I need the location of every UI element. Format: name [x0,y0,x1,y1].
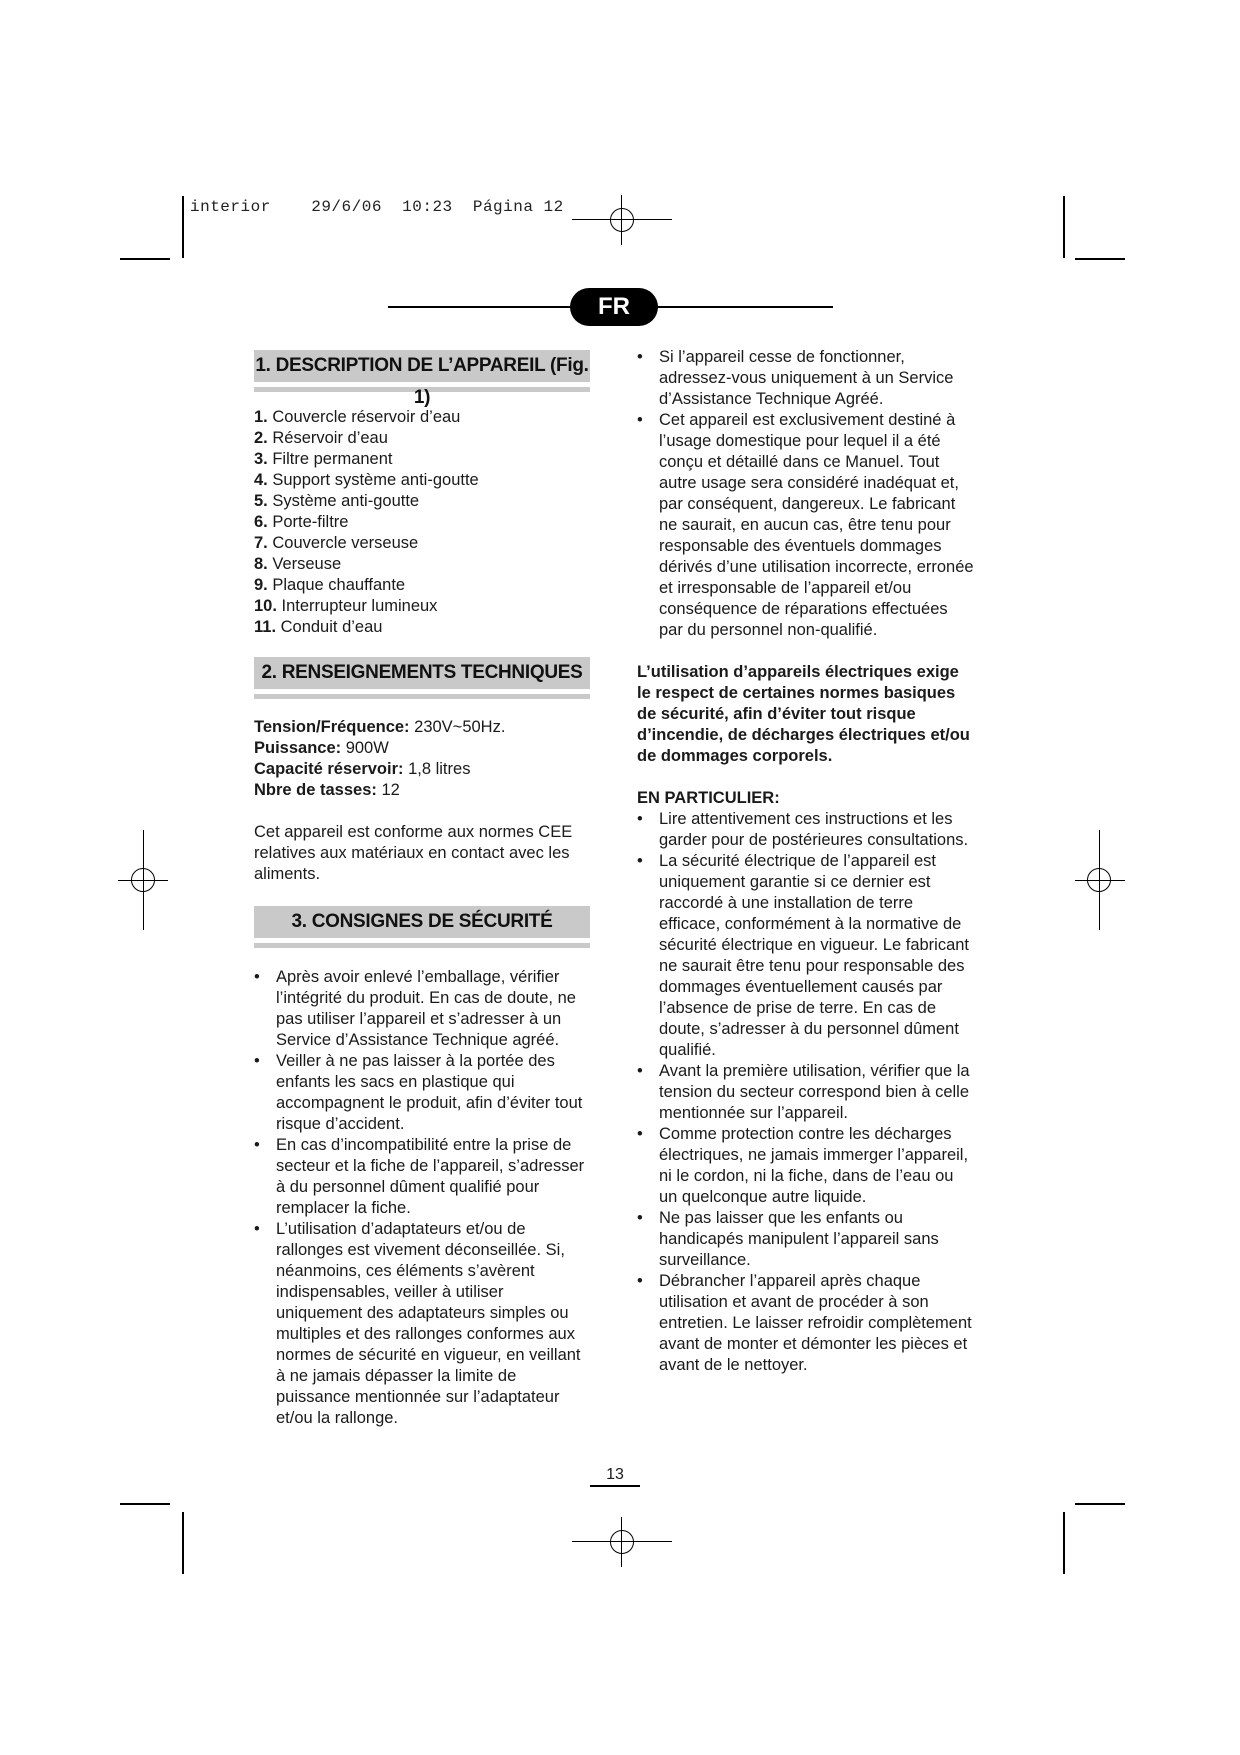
list-item: • Veiller à ne pas laisser à la portée des enfants les sacs en plastique qui accompagnent le produit, afin d’éviter tout risque d’accident. [254,1051,590,1135]
crop-mark-bottom-right-vertical [1063,1512,1065,1574]
spec-row: Nbre de tasses: 12 [254,781,400,799]
spec-row: Tension/Fréquence: 230V~50Hz. [254,718,506,736]
list-item: 5. Système anti-goutte [254,492,420,510]
list-item: • Débrancher l’appareil après chaque utilisation et avant de procéder à son entretien. Le laisser refroidir complètement avant de monter et démonter les pièces et avant de le nettoyer. [637,1271,975,1376]
list-item: 6. Porte-filtre [254,513,349,531]
spec-row: Capacité réservoir: 1,8 litres [254,760,471,778]
list-item: 4. Support système anti-goutte [254,471,479,489]
crop-mark-bottom-right-horizontal [1075,1503,1125,1505]
list-item: • Lire attentivement ces instructions et les garder pour de postérieures consultations. [637,809,975,851]
right-column [637,347,975,1376]
list-item: • La sécurité électrique de l’appareil est uniquement garantie si ce dernier est raccordé à une installation de terre efficace, conformément à la normative de sécurité électrique en vigueur. Le fabricant ne saurait être tenu pour responsable des dommages éventuellement causés par l’absence de prise de terre. En cas de doute, s’adresser à du personnel dûment qualifié. [637,851,975,1061]
safety-warning: L’utilisation d’appareils électriques exige le respect de certaines normes basiques de sécurité, afin d’éviter tout risque d’incendie, de décharges électriques et/ou de dommages corporels. [637,663,970,765]
list-item: • L’utilisation d’adaptateurs et/ou de rallonges est vivement déconseillée. Si, néanmoins, ces éléments s’avèrent indispensables, veiller à utiliser uniquement des adaptateurs simples ou multiples et des rallonges conformes aux normes de sécurité en vigueur, en veillant à ne jamais dépasser la limite de puissance mentionnée sur l’adaptateur et/ou la rallonge. [254,1219,590,1429]
list-item: 8. Verseuse [254,555,342,573]
language-rule-left [388,306,578,308]
list-item: 2. Réservoir d’eau [254,429,388,447]
section-1-title: 1. DESCRIPTION DE L’APPAREIL (Fig. 1) [255,355,589,408]
crop-mark-top-right-vertical [1063,196,1065,258]
parts-list [254,407,590,638]
list-item: • Après avoir enlevé l’emballage, vérifier l’intégrité du produit. En cas de doute, ne pas utiliser l’appareil et s’adresser à un Service d’Assistance Technique agréé. [254,967,590,1051]
list-item: • Cet appareil est exclusivement destiné à l’usage domestique pour lequel il a été conçu et détaillé dans ce Manuel. Tout autre usage sera considéré inadéquat et, par conséquent, dangereux. Le fabricant ne saurait, en aucun cas, être tenu pour responsable des éventuels dommages dérivés d’une utilisation incorrecte, erronée et irresponsable de l’appareil et/ou conséquence de réparations effectuées par du personnel non-qualifié. [637,410,975,641]
section-2-title: 2. RENSEIGNEMENTS TECHNIQUES [261,662,583,683]
particular-heading: EN PARTICULIER: [637,789,780,807]
crop-mark-top-right-horizontal [1075,258,1125,260]
language-rule-right [650,306,833,308]
list-item: 11. Conduit d’eau [254,618,383,636]
left-column [254,350,590,1429]
list-item: • Si l’appareil cesse de fonctionner, adressez-vous uniquement à un Service d’Assistance Technique Agréé. [637,347,975,410]
crop-mark-top-left-vertical [182,196,184,258]
section-1-heading [254,350,590,408]
safety-bullets-left [254,967,590,1429]
list-item: 7. Couvercle verseuse [254,534,419,552]
section-3-title: 3. CONSIGNES DE SÉCURITÉ [291,911,553,932]
safety-bullets-right-top [637,347,975,641]
list-item: 10. Interrupteur lumineux [254,597,438,615]
conformity-statement: Cet appareil est conforme aux normes CEE relatives aux matériaux en contact avec les aliments. [254,823,573,883]
list-item: 1. Couvercle réservoir d’eau [254,408,461,426]
crop-mark-bottom-left-vertical [182,1512,184,1574]
list-item: 3. Filtre permanent [254,450,393,468]
section-2-underline [254,694,590,699]
crop-mark-bottom-left-horizontal [120,1503,170,1505]
section-2-heading [254,657,590,689]
safety-bullets-right-bottom [637,809,975,1376]
crop-mark-top-left-horizontal [120,258,170,260]
section-3-heading [254,906,590,938]
print-slug: interior 29/6/06 10:23 Página 12 [190,198,564,216]
technical-specs [254,717,590,801]
list-item: • Comme protection contre les décharges électriques, ne jamais immerger l’appareil, ni le cordon, ni la fiche, dans de l’eau ou un quelconque autre liquide. [637,1124,975,1208]
list-item: 9. Plaque chauffante [254,576,406,594]
list-item: • Avant la première utilisation, vérifier que la tension du secteur correspond bien à celle mentionnée sur l’appareil. [637,1061,975,1124]
page-number: 13 [590,1466,640,1487]
list-item: • En cas d’incompatibilité entre la prise de secteur et la fiche de l’appareil, s’adresser à du personnel dûment qualifié pour remplacer la fiche. [254,1135,590,1219]
language-badge: FR [570,288,658,326]
spec-row: Puissance: 900W [254,739,389,757]
list-item: • Ne pas laisser que les enfants ou handicapés manipulent l’appareil sans surveillance. [637,1208,975,1271]
section-3-underline [254,943,590,948]
